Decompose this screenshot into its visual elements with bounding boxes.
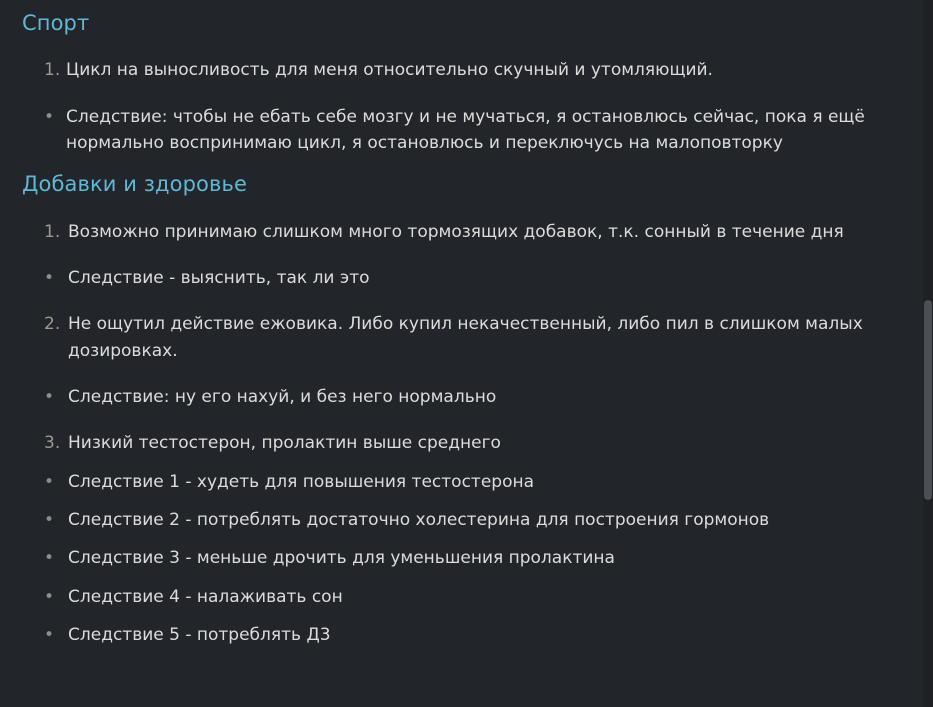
list-item-text: Следствие 3 - меньше дрочить для уменьшения пролактина (68, 548, 615, 569)
vertical-scrollbar[interactable] (923, 0, 933, 707)
supplements-item-1-bullets (22, 265, 899, 291)
list-item (22, 430, 899, 456)
list-marker: 2. (44, 314, 61, 335)
list-item-text: Не ощутил действие ежовика. Либо купил некачественный, либо пил в слишком малых дозировках. (68, 314, 863, 361)
list-item-text: Следствие 4 - налаживать сон (68, 586, 343, 607)
list-item (22, 265, 899, 291)
sport-bullet-list (22, 104, 899, 157)
section-title-sport: Спорт (22, 11, 90, 35)
section-supplements (22, 156, 899, 648)
left-rail (0, 0, 5, 707)
list-marker: 3. (44, 433, 61, 454)
bullet-icon: • (44, 387, 55, 407)
list-item-text: Цикл на выносливость для меня относительно скучный и утомляющий. (66, 60, 713, 81)
list-item-text: Следствие: чтобы не ебать себе мозгу и не мучаться, я остановлюсь сейчас, пока я ещё нормально воспринимаю цикл, я остановлюсь и переключусь на малоповторку (66, 106, 865, 153)
list-item (22, 219, 899, 245)
list-item (22, 384, 899, 410)
scrollbar-thumb[interactable] (924, 300, 932, 500)
list-item-text: Следствие - выяснить, так ли это (68, 267, 370, 288)
supplements-item-3-bullets (22, 469, 899, 649)
bullet-icon: • (44, 471, 55, 492)
bullet-icon: • (44, 267, 55, 288)
list-item (22, 584, 899, 610)
list-marker: 1. (44, 60, 61, 81)
list-item (22, 104, 899, 157)
list-item (22, 507, 899, 533)
list-item (22, 57, 899, 83)
supplements-item-3-list (22, 430, 899, 456)
list-item-text: Следствие 5 - потреблять Д3 (68, 625, 331, 646)
bullet-icon: • (44, 586, 55, 607)
supplements-item-1-list (22, 219, 899, 245)
list-item (22, 545, 899, 571)
bullet-icon: • (44, 510, 55, 531)
list-marker: 1. (44, 221, 61, 242)
sport-numbered-list (22, 57, 899, 83)
bullet-icon: • (44, 548, 55, 569)
list-item (22, 311, 899, 364)
bullet-icon: • (44, 106, 55, 127)
list-item-text: Возможно принимаю слишком много тормозящих добавок, т.к. сонный в течение дня (68, 221, 844, 242)
supplements-item-2-bullets (22, 384, 899, 410)
section-title-supplements: Добавки и здоровье (22, 172, 247, 197)
list-item-text: Следствие: ну его нахуй, и без него нормально (68, 387, 497, 407)
list-item-text: Следствие 2 - потреблять достаточно холестерина для построения гормонов (68, 510, 770, 531)
bullet-icon: • (44, 625, 55, 646)
list-item-text: Следствие 1 - худеть для повышения тестостерона (68, 471, 535, 492)
list-item (22, 469, 899, 495)
list-item (22, 622, 899, 648)
list-item-text: Низкий тестостерон, пролактин выше среднего (68, 433, 501, 454)
section-sport (22, 0, 899, 156)
supplements-item-2-list (22, 311, 899, 364)
